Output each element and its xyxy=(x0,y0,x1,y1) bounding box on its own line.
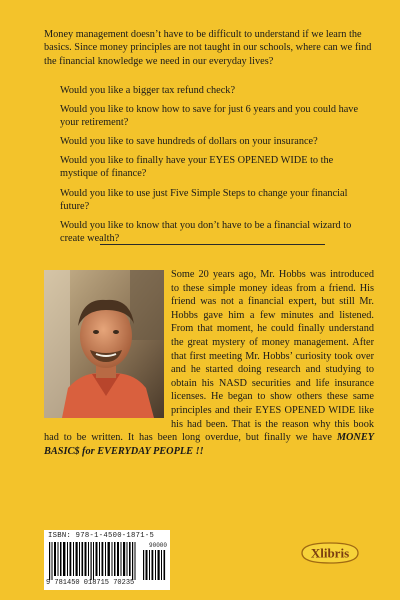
barcode-number: 9 781450 018715 xyxy=(46,579,110,587)
barcode-addon: 90000 xyxy=(149,542,168,549)
barcode-code: 70235 xyxy=(113,579,135,587)
question-list xyxy=(60,84,372,251)
author-photo xyxy=(44,270,164,418)
question-item: Would you like to use just Five Simple Steps to change your financial future? xyxy=(60,187,348,212)
book-title-emphasis: MONEY BASIC$ for EVERYDAY PEOPLE !! xyxy=(44,432,374,457)
question-item: Would you like to save hundreds of dollars on your insurance? xyxy=(60,136,318,148)
question-item: Would you like to finally have your EYES OPENED WIDE to the mystique of finance? xyxy=(60,155,334,180)
question-item: Would you like to know that you don’t have to be a financial wizard to create wealth? xyxy=(60,219,352,244)
svg-text:Xlibris: Xlibris xyxy=(310,545,350,561)
barcode-digits xyxy=(46,579,134,587)
xlibris-logo xyxy=(298,540,362,566)
question-item: Would you like a bigger tax refund check? xyxy=(60,85,236,96)
author-bio-text: Some 20 years ago, Mr. Hobbs was introduced to these simple money ideas from a friend. His friend was not a financial expert, but still Mr. Hobbs gave him a few minutes and listened. From that moment, he could finally understand the great mystery of money management. After that first meeting Mr. Hobbs’ curiosity took over and he started doing research and studying to obtain his NASD securities and life insurance licenses. He began to show others these same principles and their EYES OPENED WIDE like his had been. That is the reason why this book had to be written. It has been long overdue, but finally we have xyxy=(44,269,374,444)
isbn-barcode xyxy=(44,530,170,590)
question-item: Would you like to know how to save for just 6 years and you could have your retirement? xyxy=(60,104,359,129)
isbn-label: ISBN: 978-1-4500-1871-5 xyxy=(48,532,155,540)
section-divider xyxy=(100,244,325,245)
intro-paragraph: Money management doesn’t have to be difficult to understand if we learn the basics. Since money principles are not taught in our schools, where can we find the financial knowledge we need in our everyday lives? xyxy=(44,29,372,67)
